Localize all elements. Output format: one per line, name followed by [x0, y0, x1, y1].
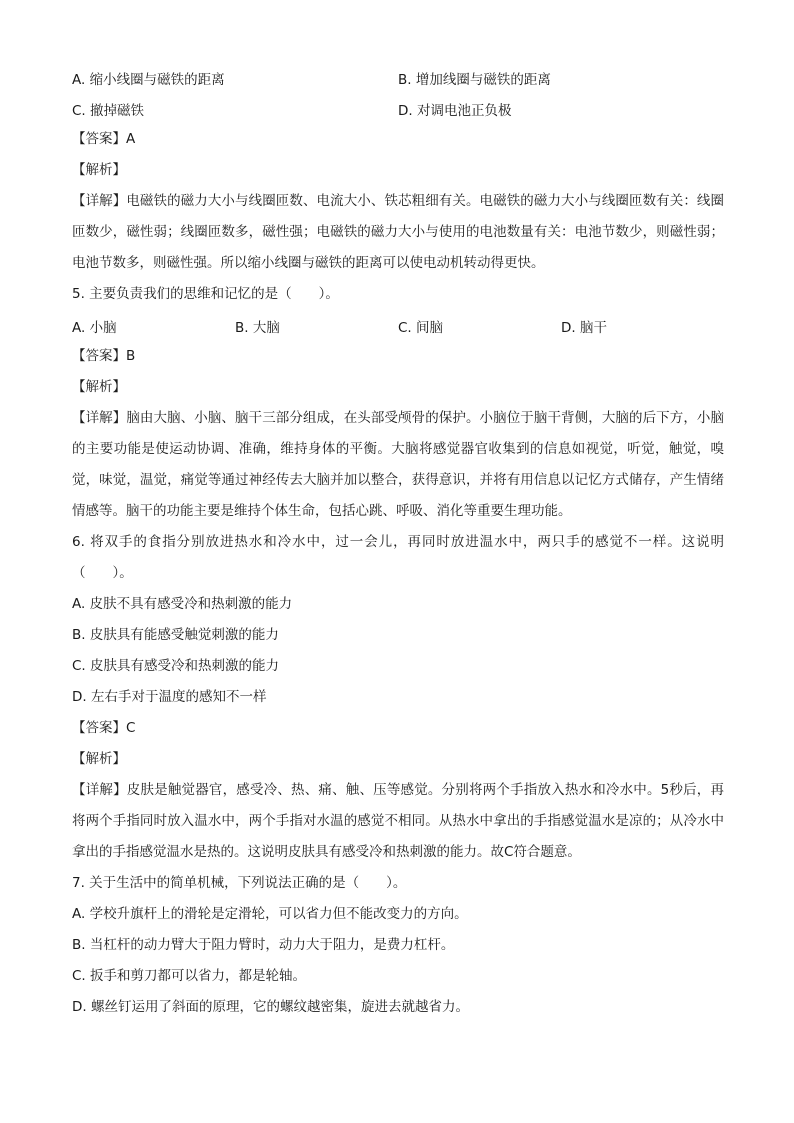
- q5-option-c: C. 间脑: [398, 319, 444, 336]
- q4-detail: 【详解】电磁铁的磁力大小与线圈匝数、电流大小、铁芯粗细有关。电磁铁的磁力大小与线圈匝数有关：线圈匝数少，磁性弱；线圈匝数多，磁性强；电磁铁的磁力大小与使用的电池数量有关：电池节数少，则磁性弱；电池节数多，则磁性强。所以缩小线圈与磁铁的距离可以使电动机转动得更快。: [72, 193, 724, 271]
- q7-option-b: B. 当杠杆的动力臂大于阻力臂时，动力大于阻力，是费力杠杆。: [72, 937, 455, 953]
- q4-option-a: A. 缩小线圈与磁铁的距离: [72, 71, 225, 88]
- q6-answer: 【答案】C: [72, 720, 136, 736]
- q6-option-c: C. 皮肤具有感受冷和热刺激的能力: [72, 658, 280, 674]
- q4-option-d: D. 对调电池正负极: [398, 102, 512, 119]
- q4-answer: 【答案】A: [72, 131, 136, 147]
- q4-analysis-label: 【解析】: [72, 162, 126, 178]
- q7-option-a: A. 学校升旗杆上的滑轮是定滑轮，可以省力但不能改变力的方向。: [72, 906, 468, 922]
- q5-option-b: B. 大脑: [235, 319, 280, 336]
- q6-detail: 【详解】皮肤是触觉器官，感受冷、热、痛、触、压等感觉。分别将两个手指放入热水和冷水中。5秒后，再将两个手指同时放入温水中，两个手指对水温的感觉不相同。从热水中拿出的手指感觉温水是凉的；从冷水中拿出的手指感觉温水是热的。这说明皮肤具有感受冷和热刺激的能力。故C符合题意。: [72, 782, 724, 860]
- q6-analysis-label: 【解析】: [72, 751, 126, 767]
- q5-answer: 【答案】B: [72, 348, 136, 364]
- q4-options-row-1: [72, 62, 724, 93]
- q5-stem: 5. 主要负责我们的思维和记忆的是（ ）。: [72, 286, 339, 302]
- q7-option-d: D. 螺丝钉运用了斜面的原理，它的螺纹越密集，旋进去就越省力。: [72, 999, 469, 1015]
- q7-stem: 7. 关于生活中的简单机械，下列说法正确的是（ ）。: [72, 875, 407, 891]
- q6-stem: 6. 将双手的食指分别放进热水和冷水中，过一会儿，再同时放进温水中，两只手的感觉不一样。这说明（ ）。: [72, 534, 724, 581]
- q5-analysis-label: 【解析】: [72, 379, 126, 395]
- q6-option-b: B. 皮肤具有能感受触觉刺激的能力: [72, 627, 279, 643]
- q4-option-c: C. 撤掉磁铁: [72, 102, 145, 119]
- q4-option-b: B. 增加线圈与磁铁的距离: [398, 71, 551, 88]
- q5-option-d: D. 脑干: [561, 319, 607, 336]
- q5-option-a: A. 小脑: [72, 319, 117, 336]
- q4-options-row-2: [72, 93, 724, 124]
- q5-options-row: [72, 310, 724, 341]
- q6-option-a: A. 皮肤不具有感受冷和热刺激的能力: [72, 596, 293, 612]
- exam-page: [72, 62, 724, 1023]
- q6-option-d: D. 左右手对于温度的感知不一样: [72, 689, 267, 705]
- q7-option-c: C. 扳手和剪刀都可以省力，都是轮轴。: [72, 968, 307, 984]
- q5-detail: 【详解】脑由大脑、小脑、脑干三部分组成，在头部受颅骨的保护。小脑位于脑干背侧，大脑的后下方，小脑的主要功能是使运动协调、准确，维持身体的平衡。大脑将感觉器官收集到的信息如视觉，听觉，触觉，嗅觉，味觉，温觉，痛觉等通过神经传去大脑并加以整合，获得意识，并将有用信息以记忆方式储存，产生情绪情感等。脑干的功能主要是维持个体生命，包括心跳、呼吸、消化等重要生理功能。: [72, 410, 724, 519]
